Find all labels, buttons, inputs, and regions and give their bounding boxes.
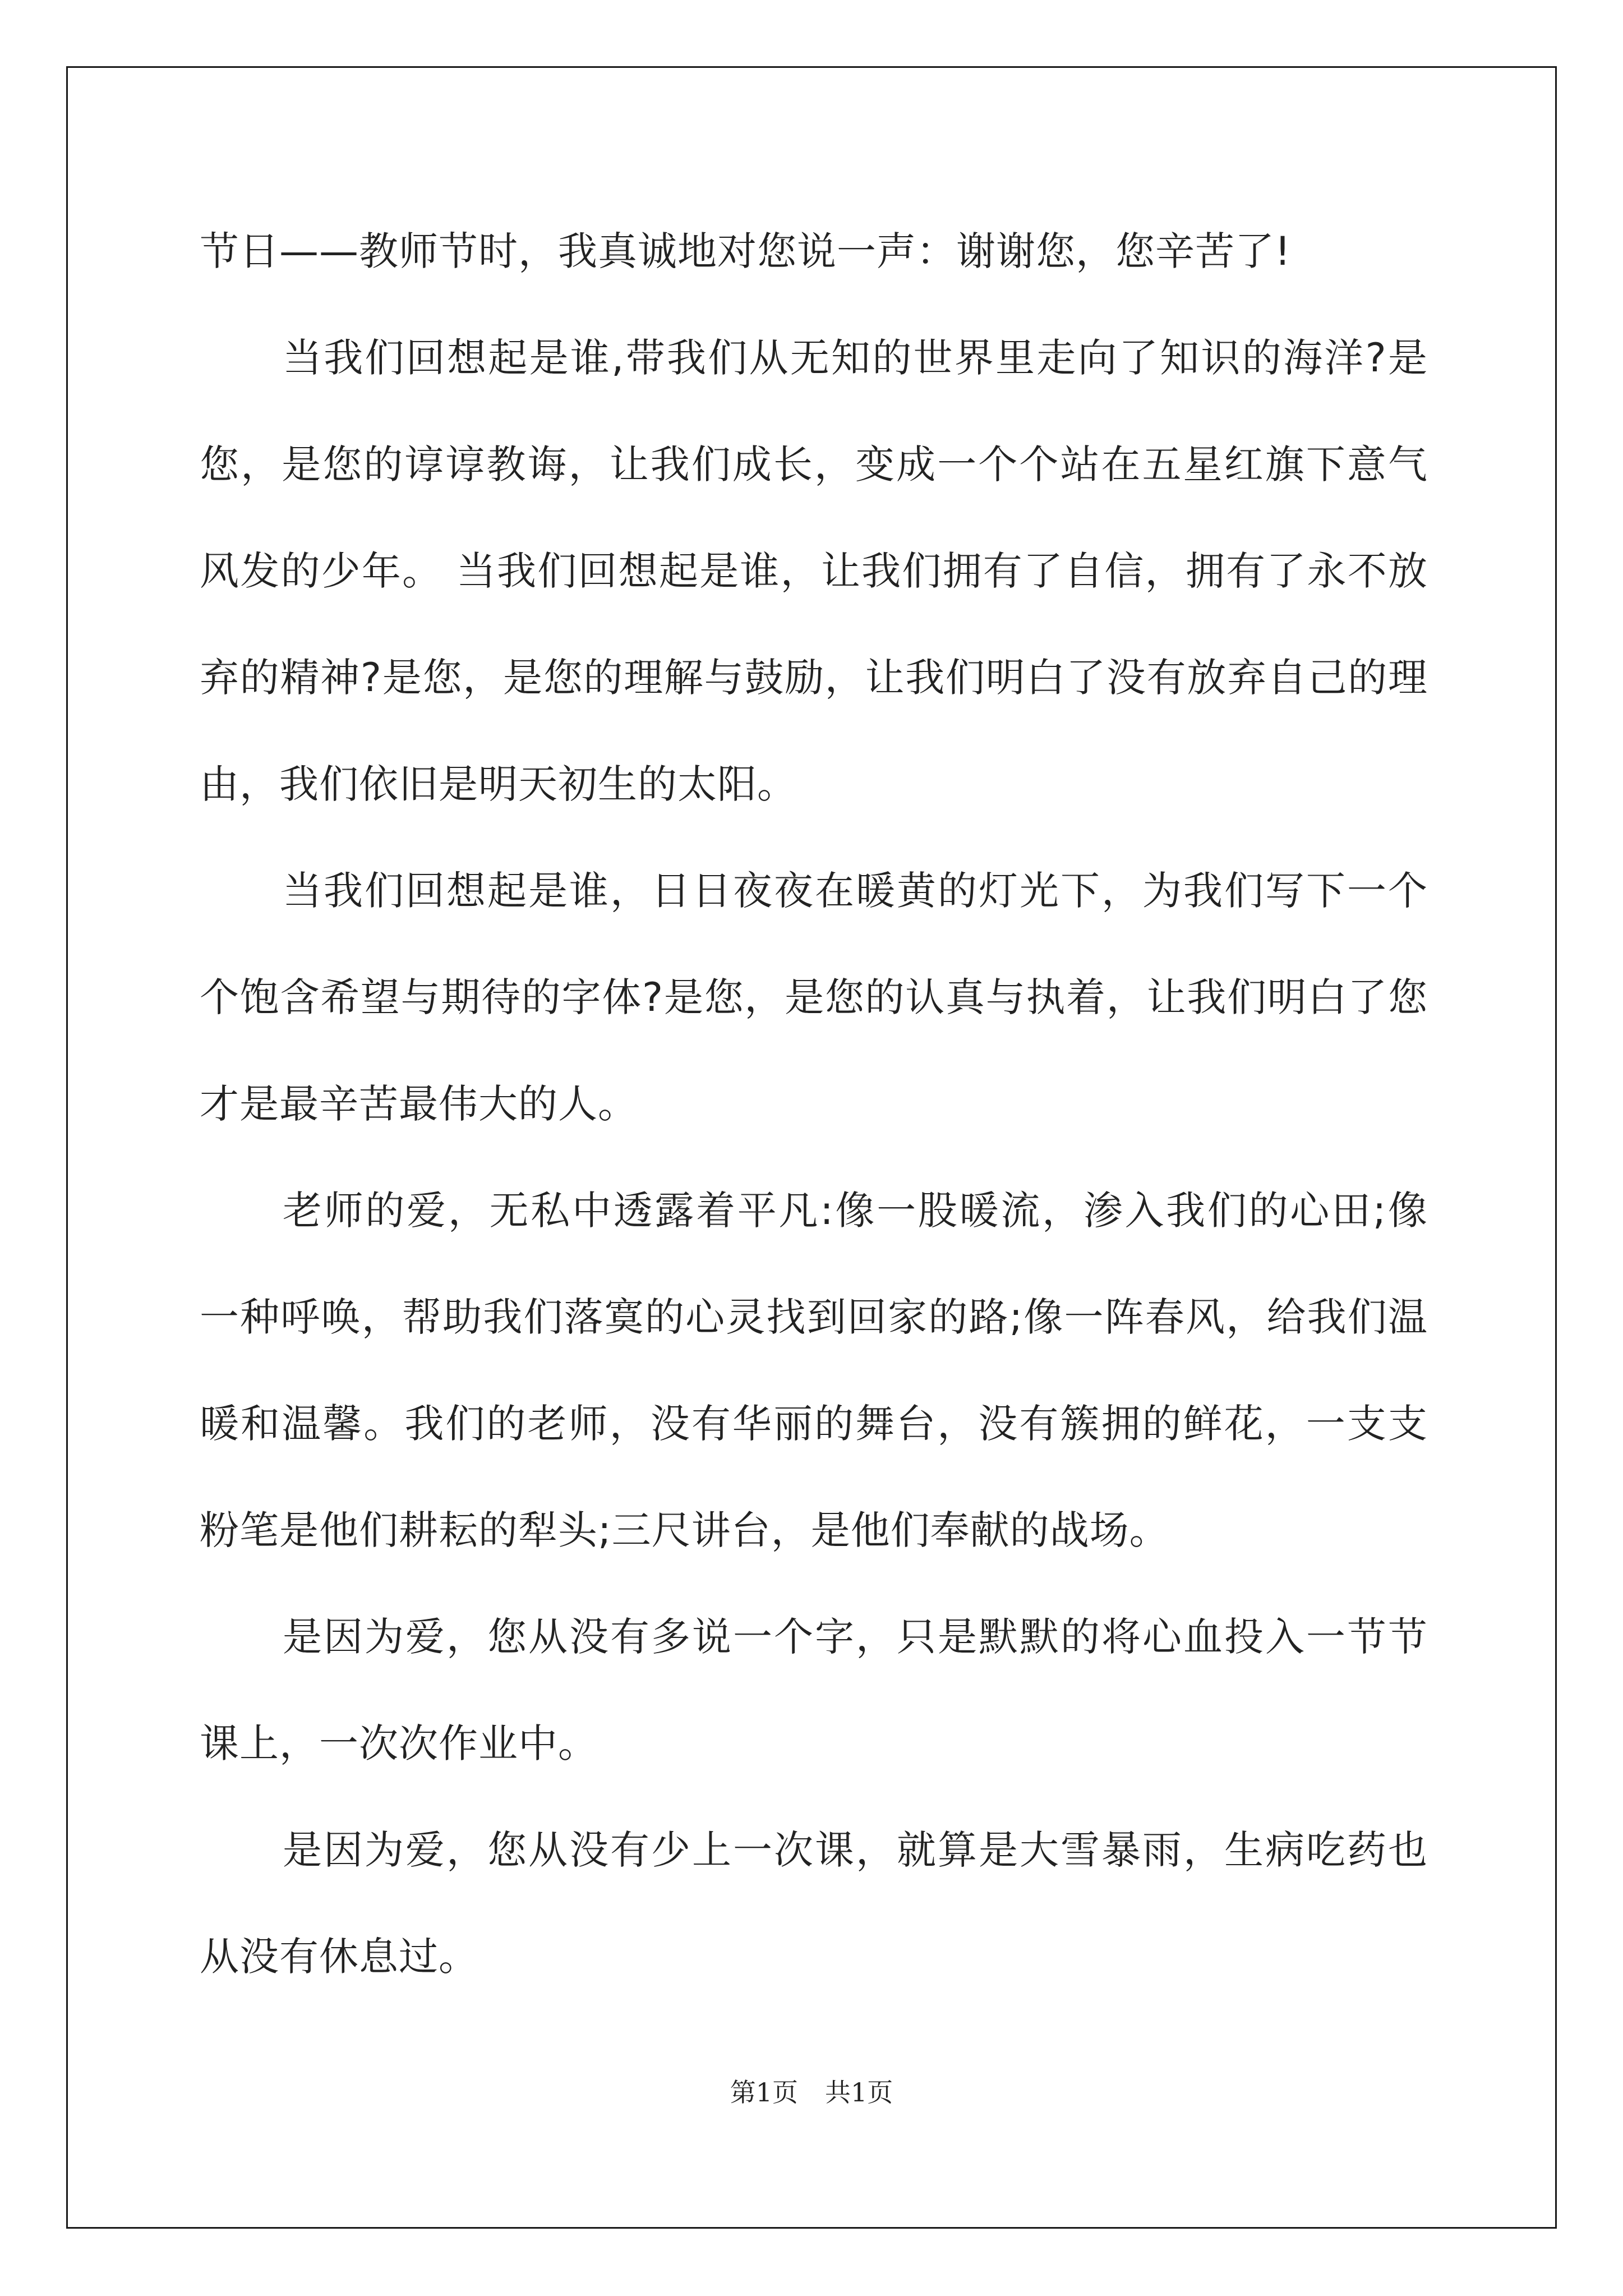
text-line: 风发的少年。 当我们回想起是谁，让我们拥有了自信，拥有了永不放 [200,548,1428,594]
text-line: 老师的爱，无私中透露着平凡:像一股暖流，渗入我们的心田;像 [283,1188,1428,1234]
page-footer [0,2076,1623,2109]
text-line: 您，是您的谆谆教诲，让我们成长，变成一个个站在五星红旗下意气 [200,441,1428,487]
text-line: 弃的精神?是您，是您的理解与鼓励，让我们明白了没有放弃自己的理 [200,655,1428,701]
page-number-current: 第1页 [730,2077,798,2108]
text-line: 当我们回想起是谁,带我们从无知的世界里走向了知识的海洋?是 [283,335,1428,381]
text-line: 由，我们依旧是明天初生的太阳。 [200,761,797,807]
text-line: 节日——教师节时，我真诚地对您说一声：谢谢您，您辛苦了! [200,228,1292,274]
text-line: 课上，一次次作业中。 [200,1720,598,1766]
page-number-total: 共1页 [825,2077,893,2108]
text-line: 是因为爱，您从没有多说一个字，只是默默的将心血投入一节节 [283,1614,1428,1660]
text-line: 是因为爱，您从没有少上一次课，就算是大雪暴雨，生病吃药也 [283,1827,1428,1873]
text-line: 粉笔是他们耕耘的犁头;三尺讲台，是他们奉献的战场。 [200,1507,1169,1553]
text-line: 从没有休息过。 [200,1934,478,1980]
text-line: 暖和温馨。我们的老师，没有华丽的舞台，没有簇拥的鲜花，一支支 [200,1401,1428,1447]
text-line: 当我们回想起是谁，日日夜夜在暖黄的灯光下，为我们写下一个 [283,868,1428,914]
text-line: 才是最辛苦最伟大的人。 [200,1081,638,1127]
text-line: 个饱含希望与期待的字体?是您，是您的认真与执着，让我们明白了您 [200,974,1428,1020]
text-line: 一种呼唤，帮助我们落寞的心灵找到回家的路;像一阵春风，给我们温 [200,1294,1428,1340]
